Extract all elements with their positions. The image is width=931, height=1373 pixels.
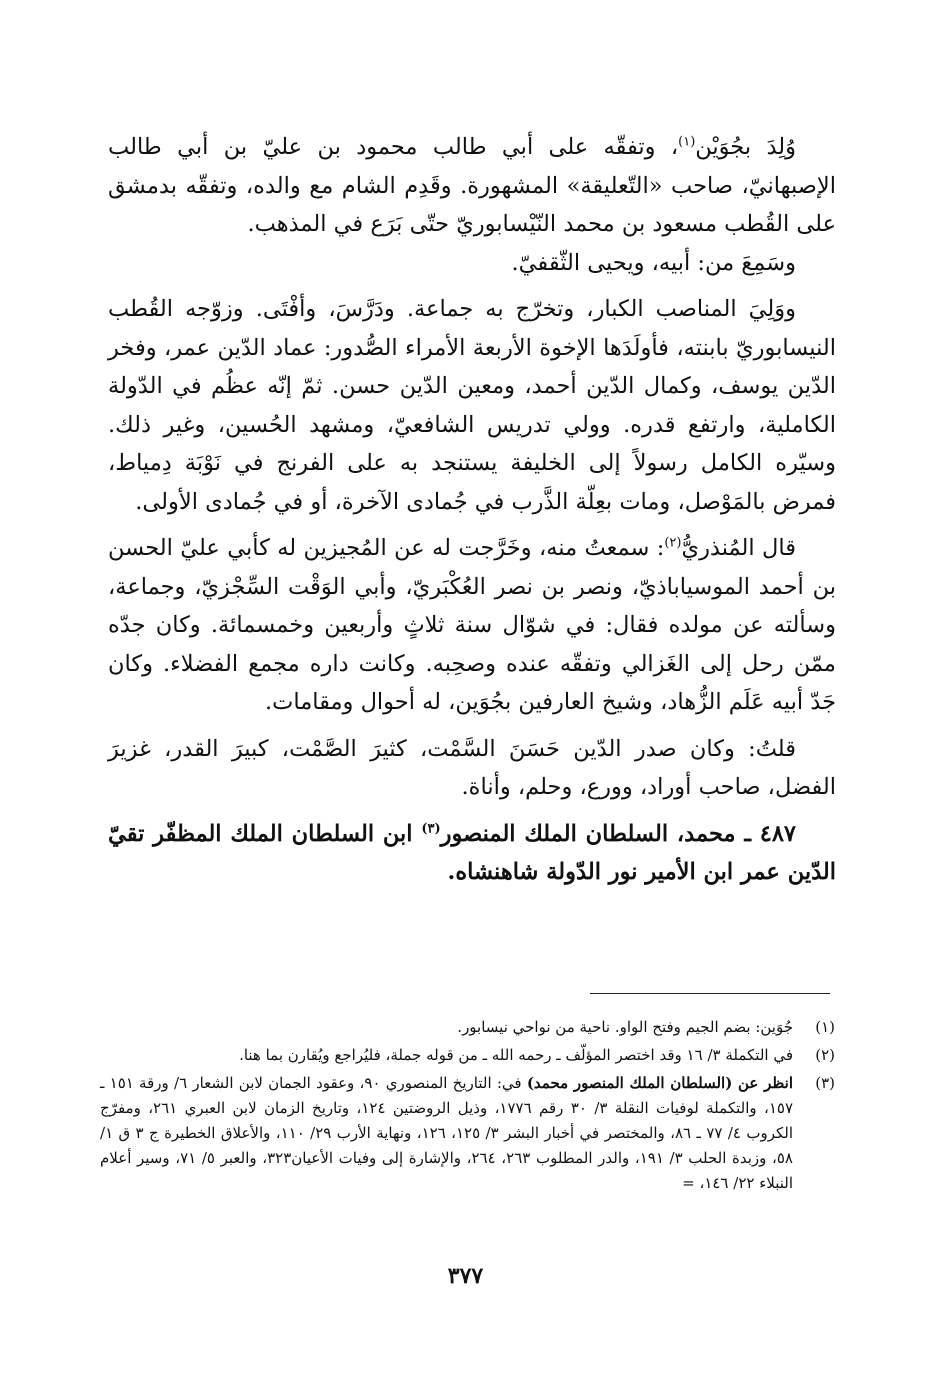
paragraph-birth [108, 128, 836, 244]
paragraph-text: قال المُنذريُّ [681, 535, 796, 561]
paragraph-text: وُلِدَ بجُوَيْن [695, 134, 796, 160]
paragraph-qultu: قلتُ: وكان صدر الدّين حَسَنَ السَّمْت، كثيرَ الصَّمْت، كبيرَ القدر، غزيرَ الفضل، صاحب أوراد، وورع، وحلم، وأناة. [108, 735, 836, 800]
footnote-text: في التكملة ٣/ ١٦ وقد اختصر المؤلّف ـ رحمه الله ـ من قوله جملة، فليُراجع ويُقارن بما هنا. [239, 1046, 793, 1064]
footnotes [100, 1015, 835, 1199]
footnote-text: جُوَين: بضم الجيم وفتح الواو. ناحية من نواحي نيسابور. [457, 1018, 793, 1036]
footnote-1 [100, 1015, 835, 1040]
footnote-divider [590, 993, 830, 994]
footnote-2 [100, 1043, 835, 1068]
footnote-text: في: التاريخ المنصوري ٩٠، وعقود الجمان لابن الشعار ٦/ ورقة ١٥١ ـ ١٥٧، والتكملة لوفيات النقلة ٣/ ٣٠ رقم ١٧٧٦، وذيل الروضتين ١٢٤، وتاريخ الزمان لابن العبري ٢٦١، ومفرّج الكروب ٤/ ٧٧ ـ ٨٦، والمختصر في أخبار البشر ٣/ ١٢٥، ١٢٦، ونهاية الأرب ٢٩/ ١١٠، والأعلاق الخطيرة ج ٣ ق ١/ ٥٨، وزبدة الحلب ٣/ ١٩١، والدر المطلوب ٢٦٣، ٢٦٤، والإشارة إلى وفيات الأعيان٣٢٣، والعبر ٥/ ٧١، وسير أعلام النبلاء ٢٢/ ١٤٦، = [100, 1074, 794, 1192]
entry-heading-text: ٤٨٧ ـ محمد، السلطان الملك المنصور [440, 820, 796, 847]
footnote-bold-text: انظر عن (السلطان الملك المنصور محمد) [526, 1074, 793, 1092]
entry-heading [108, 815, 836, 892]
page-number: ٣٧٧ [447, 1263, 484, 1289]
footnote-ref-2[interactable]: (٢) [664, 535, 682, 551]
footnote-number: (٢) [815, 1046, 835, 1064]
footnote-ref-3[interactable]: (٣) [421, 821, 441, 836]
entry-heading-text: ابن السلطان الملك المظفّر تقيّ الدّين عمر ابن الأمير نور الدّولة شاهنشاه. [108, 820, 836, 885]
paragraph-text: ، وتفقّه على أبي طالب محمود بن عليّ بن أبي طالب الإصبهانيّ، صاحب «التّعليقة» المشهورة. وقَدِم الشام مع والده، وتفقّه بدمشق على القُطب مسعود بن محمد النّيْسابوريّ حتّى بَرَع في المذهب. [108, 134, 836, 237]
paragraph-mundhiri [108, 529, 836, 722]
main-text [108, 128, 836, 892]
paragraph-heard: وسَمِعَ من: أبيه، ويحيى الثّقفيّ. [511, 249, 796, 276]
footnote-ref-1[interactable]: (١) [678, 134, 696, 150]
footnote-number: (١) [815, 1018, 835, 1036]
paragraph-text: : سمعتُ منه، وخَرَّجت له عن المُجيزين له كأبي عليّ الحسن بن أحمد الموسياباذيّ، ونصر بن نصر العُكْبَريّ، وأبي الوَقْت السِّجْزيّ، وجماعة، وسألته عن مولده فقال: في شوّال سنة ثلاثٍ وأربعين وخمسمائة. وكان جدّه ممّن رحل إلى الغَزالي وتفقّه عنده وصحِبه. وكانت داره مجمع الفضلاء. وكان جَدّ أبيه عَلَم الزُّهاد، وشيخ العارفين بجُوَين، له أحوال ومقامات. [108, 535, 836, 715]
footnote-3 [100, 1071, 835, 1196]
footnote-number: (٣) [815, 1074, 835, 1092]
paragraph-career: ووَلِيَ المناصب الكبار، وتخرّج به جماعة. ودَرَّسَ، وأفْتَى. وزوّجه القُطب النيسابوريّ بابنته، فأولَدَها الإخوة الأربعة الأمراء الصُّدور: عماد الدّين عمر، وفخر الدّين يوسف، وكمال الدّين أحمد، ومعين الدّين حسن. ثمّ إنّه عظُم في الدّولة الكاملية، وارتفع قدره. وولي تدريس الشافعيّ، ومشهد الحُسين، وغير ذلك. وسيّره الكامل رسولاً إلى الخليفة يستنجد به على الفرنج في نَوْبَة دِمياط، فمرض بالمَوْصل، ومات بعِلّة الذَّرب في جُمادى الآخرة، أو في جُمادى الأولى. [108, 296, 836, 515]
